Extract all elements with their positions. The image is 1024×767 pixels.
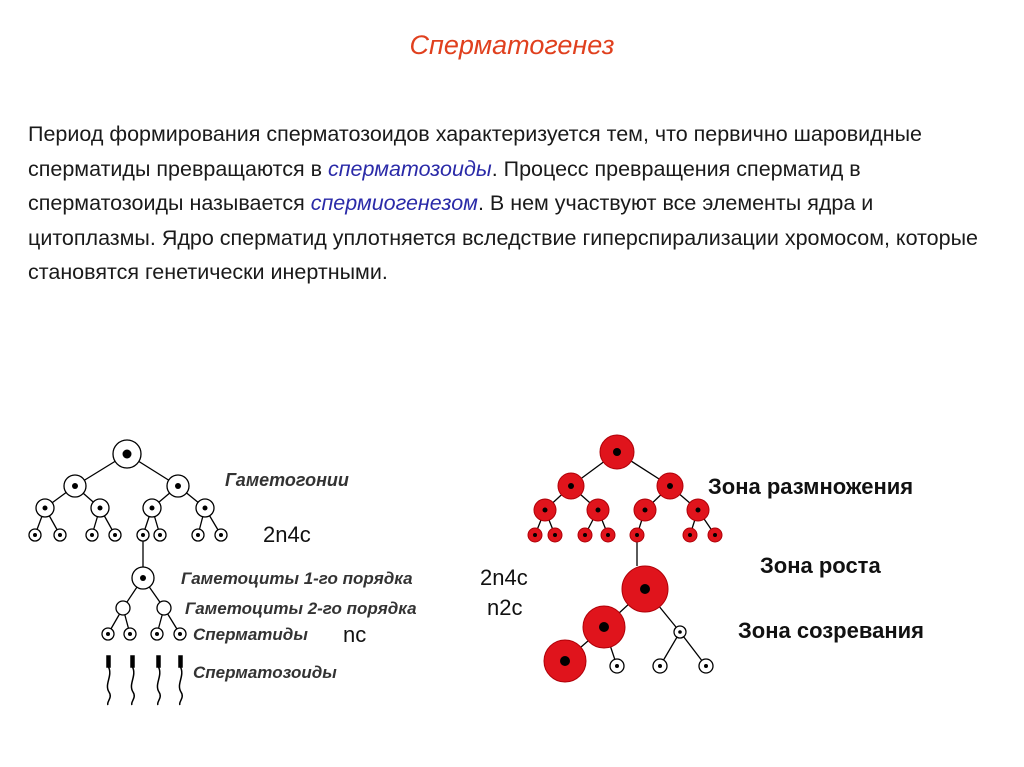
label-spermatids: Сперматиды [193, 625, 308, 644]
formula-gametocytes-2: n2c [487, 595, 523, 620]
spermatozoon [157, 656, 160, 705]
formula-gametogonia: 2n4c [263, 522, 311, 547]
paragraph-text-1: Период формирования сперматозоидов характеризуется тем, что первично шаровидные сперматиды превращаются в [28, 122, 923, 181]
label-gametocytes-2: Гаметоциты 2-го порядка [185, 599, 417, 618]
label-gametocytes-1: Гаметоциты 1-го порядка [181, 569, 413, 588]
formula-gametocytes-1: 2n4c [480, 565, 528, 590]
label-zone-maturation: Зона созревания [738, 618, 924, 643]
paragraph-text-2: . Процесс превращения сперматид в сперматозоиды называется [28, 156, 861, 215]
right-red-cells [528, 435, 722, 682]
label-gametogonia: Гаметогонии [225, 470, 349, 490]
slide-title: Сперматогенез [409, 30, 615, 60]
term-spermatozoa: сперматозоиды [327, 156, 492, 181]
spermatozoon [131, 656, 134, 705]
spermatozoa-drawings [107, 656, 182, 705]
paragraph-text-3: . В нем участвуют все элементы ядра и цитоплазмы. Ядро сперматид уплотняется вследствие гиперспирализации хромосом, которые становятся генетически инертными. [28, 191, 978, 284]
spermatozoon [107, 656, 110, 705]
spermatozoon [179, 656, 182, 705]
term-spermiogenesis: спермиогенезом [310, 191, 478, 215]
label-zone-reproduction: Зона размножения [708, 474, 914, 499]
formula-spermatids: nc [343, 622, 367, 647]
secondary-gametocyte-cell [116, 601, 130, 615]
label-spermatozoa: Сперматозоиды [193, 663, 337, 682]
secondary-gametocyte-cell [157, 601, 171, 615]
label-zone-growth: Зона роста [760, 553, 881, 578]
